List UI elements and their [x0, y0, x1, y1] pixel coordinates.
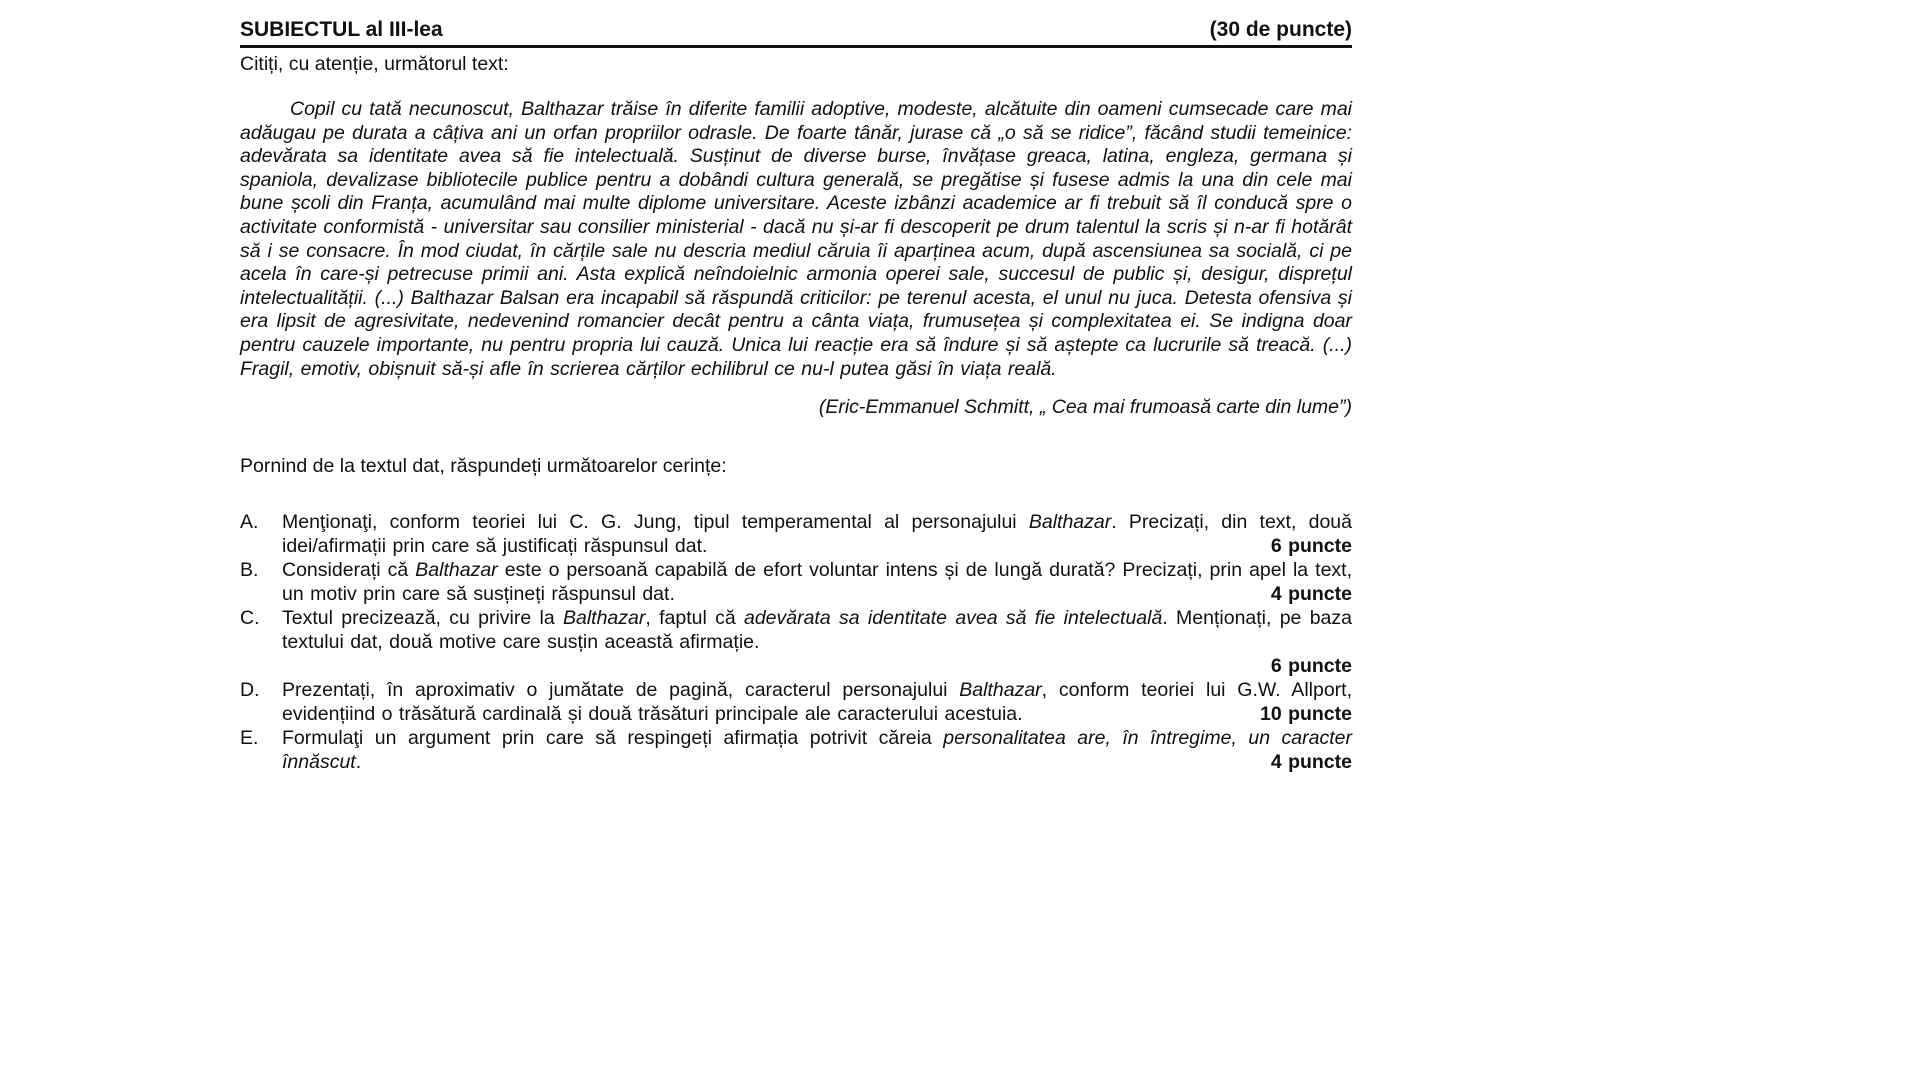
question-c: [240, 606, 1352, 678]
question-e-points: 4 puncte: [1261, 750, 1352, 774]
question-c-label: C.: [240, 607, 260, 630]
prompt-line: Pornind de la textul dat, răspundeți următoarelor cerințe:: [240, 455, 727, 478]
question-e-label: E.: [240, 727, 259, 750]
section-title: SUBIECTUL al III-lea: [240, 18, 443, 41]
section-header: [240, 18, 1352, 48]
question-a-text: Menţionaţi, conform teoriei lui C. G. Jung, tipul temperamental al personajului Balthazar. Precizați, din text, două idei/afirmații prin care să justificați răspunsul dat.: [282, 511, 1352, 558]
question-d-points: 10 puncte: [1250, 702, 1352, 726]
section-points: (30 de puncte): [1209, 18, 1352, 41]
question-e-text: Formulaţi un argument prin care să respingeți afirmația potrivit căreia personalitatea are, în întregime, un caracter înnăscut.: [282, 727, 1352, 774]
question-a-label: A.: [240, 511, 259, 534]
question-c-text: Textul precizează, cu privire la Balthazar, faptul că adevărata sa identitate avea să fie intelectuală. Menționați, pe baza textului dat, două motive care susțin această afirmație.: [282, 607, 1352, 654]
passage-text: Copil cu tată necunoscut, Balthazar trăise în diferite familii adoptive, modeste, alcătuite din oameni cumsecade care mai adăugau pe durata a câțiva ani un orfan propriilor odrasle. De foarte tânăr, jurase că „o să se ridice”, făcând studii temeinice: adevărata sa identitate avea să fie intelectuală. Susținut de diverse burse, învățase greaca, latina, engleza, germana și spaniola, devalizase bibliotecile publice pentru a dobândi cultura generală, se pregătise și fusese admis la una din cele mai bune școli din Franța, acumulând mai multe diplome universitare. Aceste izbânzi academice ar fi trebuit să îl conducă spre o activitate conformistă - universitar sau consilier ministerial - dacă nu și-ar fi descoperit pe drum talentul la scris și n-ar fi hotărât să i se consacre. În mod ciudat, în cărțile sale nu descria mediul căruia îi aparținea acum, după ascensiunea sa socială, ci pe acela în care-și petrecuse primii ani. Asta explică neîndoielnic armonia operei sale, succesul de public și, desigur, disprețul intelectualității. (...) Balthazar Balsan era incapabil să răspundă criticilor: pe terenul acesta, el unul nu juca. Detesta ofensiva și era lipsit de agresivitate, nedevenind romancier decât pentru a cânta viața, frumusețea și complexitatea ei. Se indigna doar pentru cauzele importante, nu pentru propria lui cauză. Unica lui reacție era să îndure și să aștepte ca lucrurile să treacă. (...) Fragil, emotiv, obișnuit să-și afle în scrierea cărților echilibrul ce nu-l putea găsi în viața reală.: [240, 98, 1352, 380]
passage-attribution: (Eric-Emmanuel Schmitt, „ Cea mai frumoasă carte din lume”): [818, 396, 1352, 419]
question-e: [240, 726, 1352, 774]
question-d-text: Prezentați, în aproximativ o jumătate de pagină, caracterul personajului Balthazar, conform teoriei lui G.W. Allport, evidențiind o trăsătură cardinală și două trăsături principale ale caracterului acestuia.: [282, 679, 1352, 726]
question-b-text: Considerați că Balthazar este o persoană capabilă de efort voluntar intens și de lungă durată? Precizați, prin apel la text, un motiv prin care să susțineți răspunsul dat.: [282, 559, 1352, 606]
question-d: [240, 678, 1352, 726]
question-a: [240, 510, 1352, 558]
question-c-points: 6 puncte: [1270, 655, 1352, 678]
question-b: [240, 558, 1352, 606]
intro-line: Citiți, cu atenție, următorul text:: [240, 53, 509, 75]
question-list: [240, 510, 1352, 774]
question-b-label: B.: [240, 559, 259, 582]
question-a-points: 6 puncte: [1261, 534, 1352, 558]
question-b-points: 4 puncte: [1261, 582, 1352, 606]
question-d-label: D.: [240, 679, 260, 702]
exam-content: [240, 18, 1352, 774]
